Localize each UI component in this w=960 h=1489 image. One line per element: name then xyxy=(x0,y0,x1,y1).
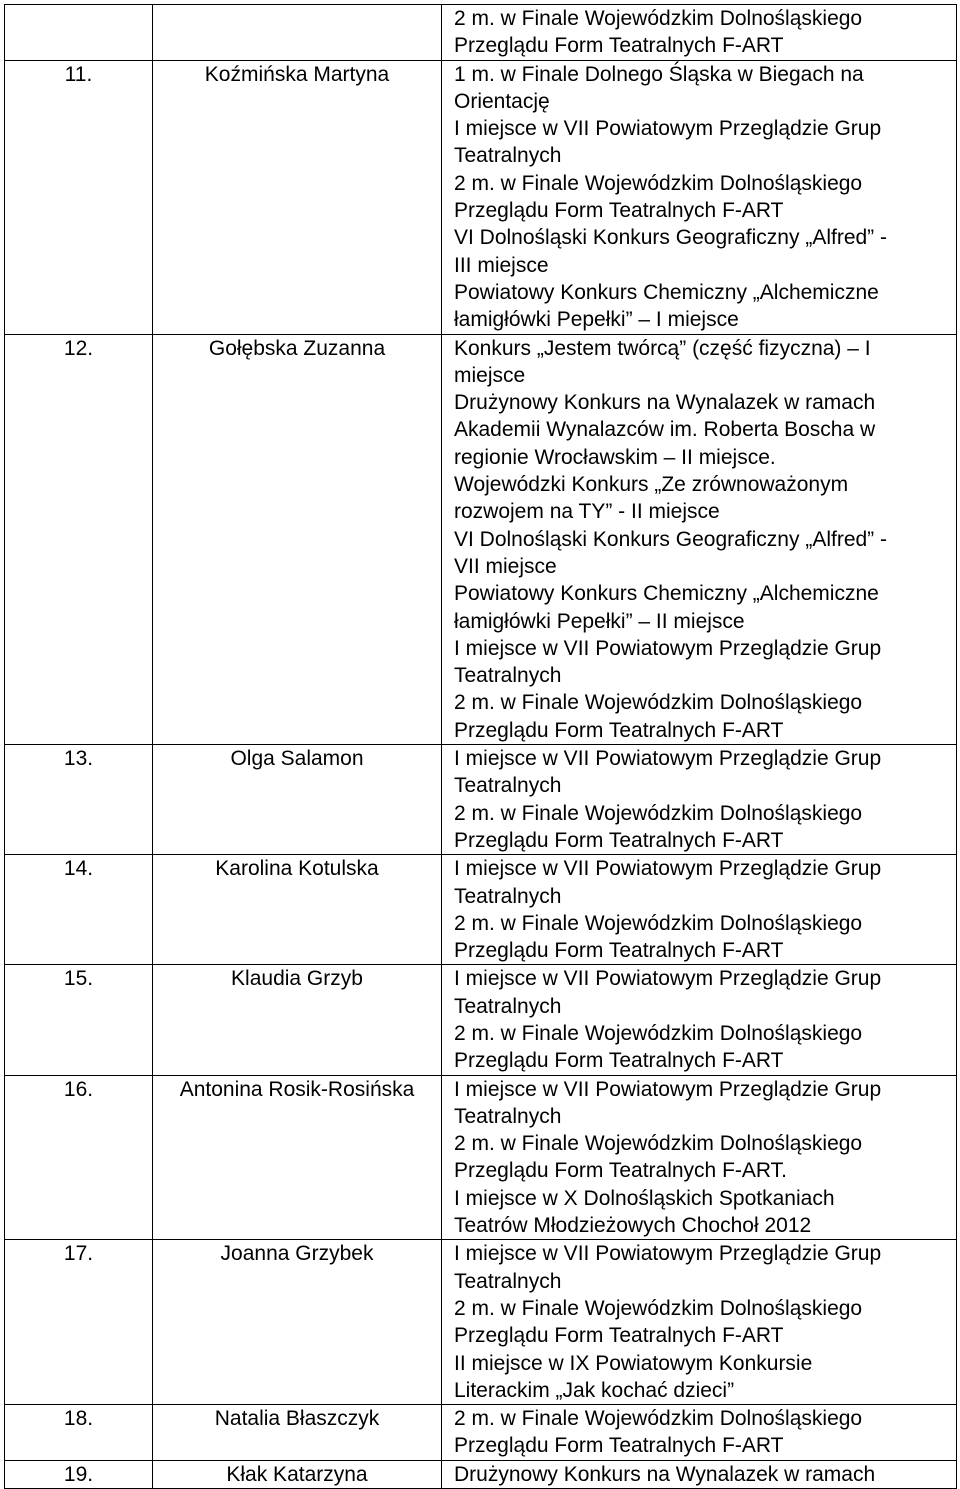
row-number xyxy=(5,5,153,61)
achievement-line: 2 m. w Finale Wojewódzkim Dolnośląskiego xyxy=(454,1021,863,1045)
achievement-line: Przeglądu Form Teatralnych F-ART xyxy=(454,199,784,223)
achievement-line: VI Dolnośląski Konkurs Geograficzny „Alfred” - xyxy=(454,226,887,250)
achievement-line: 2 m. w Finale Wojewódzkim Dolnośląskiego xyxy=(454,801,863,825)
achievement-line: Przeglądu Form Teatralnych F-ART xyxy=(454,939,784,963)
achievement-line: 2 m. w Finale Wojewódzkim Dolnośląskiego xyxy=(454,691,863,715)
achievement-line: Przeglądu Form Teatralnych F-ART xyxy=(454,828,784,852)
achievement-line: 2 m. w Finale Wojewódzkim Dolnośląskiego xyxy=(454,1132,863,1156)
achievement-line: I miejsce w VII Powiatowym Przeglądzie Grup xyxy=(454,967,882,991)
row-number: 17. xyxy=(5,1240,153,1405)
achievement-line: I miejsce w VII Powiatowym Przeglądzie Grup xyxy=(454,1242,882,1266)
achievement-line: Powiatowy Konkurs Chemiczny „Alchemiczne xyxy=(454,280,879,304)
achievement-line: Teatralnych xyxy=(454,1104,562,1128)
achievement-line: miejsce xyxy=(454,363,526,387)
row-number: 12. xyxy=(5,334,153,744)
achievement-line: 2 m. w Finale Wojewódzkim Dolnośląskiego xyxy=(454,171,863,195)
achievement-line: I miejsce w X Dolnośląskich Spotkaniach xyxy=(454,1186,835,1210)
achievement-line: Teatralnych xyxy=(454,994,562,1018)
achievement-line: 2 m. w Finale Wojewódzkim Dolnośląskiego xyxy=(454,911,863,935)
achievement-line: I miejsce w VII Powiatowym Przeglądzie Grup xyxy=(454,747,882,771)
achievement-line: Przeglądu Form Teatralnych F-ART xyxy=(454,1434,784,1458)
achievements-cell xyxy=(442,1240,957,1405)
achievement-line: I miejsce w VII Powiatowym Przeglądzie Grup xyxy=(454,857,882,881)
row-number: 11. xyxy=(5,60,153,334)
achievement-line: 2 m. w Finale Wojewódzkim Dolnośląskiego xyxy=(454,1407,863,1431)
achievement-line: rozwojem na TY” - II miejsce xyxy=(454,500,720,524)
achievement-line: Literackim „Jak kochać dzieci” xyxy=(454,1378,735,1402)
achievement-line: Akademii Wynalazców im. Roberta Boscha w xyxy=(454,418,876,442)
achievements-cell xyxy=(442,965,957,1075)
achievement-line: Przeglądu Form Teatralnych F-ART. xyxy=(454,1159,788,1183)
achievements-cell xyxy=(442,855,957,965)
achievement-line: Wojewódzki Konkurs „Ze zrównoważonym xyxy=(454,473,849,497)
achievement-line: VI Dolnośląski Konkurs Geograficzny „Alfred” - xyxy=(454,527,887,551)
row-number: 19. xyxy=(5,1460,153,1488)
achievements-cell xyxy=(442,1460,957,1488)
achievement-line: Orientację xyxy=(454,89,550,113)
student-name: Natalia Błaszczyk xyxy=(153,1405,442,1461)
achievement-line: Przeglądu Form Teatralnych F-ART xyxy=(454,1324,784,1348)
achievement-line: łamigłówki Pepełki” – II miejsce xyxy=(454,609,745,633)
student-name: Gołębska Zuzanna xyxy=(153,334,442,744)
student-name: Karolina Kotulska xyxy=(153,855,442,965)
table-row xyxy=(5,334,957,744)
achievement-line: Teatrów Młodzieżowych Chochoł 2012 xyxy=(454,1214,812,1238)
achievement-line: Przeglądu Form Teatralnych F-ART xyxy=(454,34,784,58)
achievement-line: I miejsce w VII Powiatowym Przeglądzie Grup xyxy=(454,636,882,660)
achievement-line: VII miejsce xyxy=(454,554,557,578)
student-name: Klaudia Grzyb xyxy=(153,965,442,1075)
row-number: 13. xyxy=(5,745,153,855)
student-name: Joanna Grzybek xyxy=(153,1240,442,1405)
table-row xyxy=(5,60,957,334)
student-name: Kłak Katarzyna xyxy=(153,1460,442,1488)
achievements-cell xyxy=(442,745,957,855)
achievement-line: I miejsce w VII Powiatowym Przeglądzie Grup xyxy=(454,117,882,141)
row-number: 15. xyxy=(5,965,153,1075)
row-number: 18. xyxy=(5,1405,153,1461)
table-row xyxy=(5,1240,957,1405)
achievement-line: Drużynowy Konkurs na Wynalazek w ramach xyxy=(454,1462,876,1486)
achievement-line: Teatralnych xyxy=(454,774,562,798)
achievement-line: I miejsce w VII Powiatowym Przeglądzie Grup xyxy=(454,1077,882,1101)
achievement-line: II miejsce w IX Powiatowym Konkursie xyxy=(454,1351,813,1375)
achievements-cell xyxy=(442,60,957,334)
achievement-line: Teatralnych xyxy=(454,144,562,168)
achievements-cell xyxy=(442,5,957,61)
row-number: 14. xyxy=(5,855,153,965)
achievement-line: Przeglądu Form Teatralnych F-ART xyxy=(454,1049,784,1073)
achievement-line: Teatralnych xyxy=(454,884,562,908)
achievement-line: Przeglądu Form Teatralnych F-ART xyxy=(454,718,784,742)
table-row xyxy=(5,5,957,61)
student-name: Olga Salamon xyxy=(153,745,442,855)
table-row xyxy=(5,1075,957,1240)
achievement-line: Teatralnych xyxy=(454,1269,562,1293)
student-name: Koźmińska Martyna xyxy=(153,60,442,334)
row-number: 16. xyxy=(5,1075,153,1240)
achievement-line: 1 m. w Finale Dolnego Śląska w Biegach na xyxy=(454,62,864,86)
achievement-line: 2 m. w Finale Wojewódzkim Dolnośląskiego xyxy=(454,1296,863,1320)
achievements-cell xyxy=(442,334,957,744)
table-row xyxy=(5,745,957,855)
table-row xyxy=(5,965,957,1075)
achievement-line: 2 m. w Finale Wojewódzkim Dolnośląskiego xyxy=(454,7,863,30)
achievements-cell xyxy=(442,1075,957,1240)
table-body xyxy=(5,5,957,1489)
achievement-line: łamigłówki Pepełki” – I miejsce xyxy=(454,308,739,332)
achievement-line: Drużynowy Konkurs na Wynalazek w ramach xyxy=(454,391,876,415)
student-name: Antonina Rosik-Rosińska xyxy=(153,1075,442,1240)
achievements-table xyxy=(4,4,957,1489)
achievements-cell xyxy=(442,1405,957,1461)
achievement-line: regionie Wrocławskim – II miejsce. xyxy=(454,445,776,469)
achievement-line: Powiatowy Konkurs Chemiczny „Alchemiczne xyxy=(454,582,879,606)
achievement-line: III miejsce xyxy=(454,253,549,277)
achievement-line: Konkurs „Jestem twórcą” (część fizyczna) – I xyxy=(454,336,871,360)
table-row xyxy=(5,1460,957,1488)
table-row xyxy=(5,1405,957,1461)
achievement-line: Teatralnych xyxy=(454,664,562,688)
table-row xyxy=(5,855,957,965)
student-name xyxy=(153,5,442,61)
